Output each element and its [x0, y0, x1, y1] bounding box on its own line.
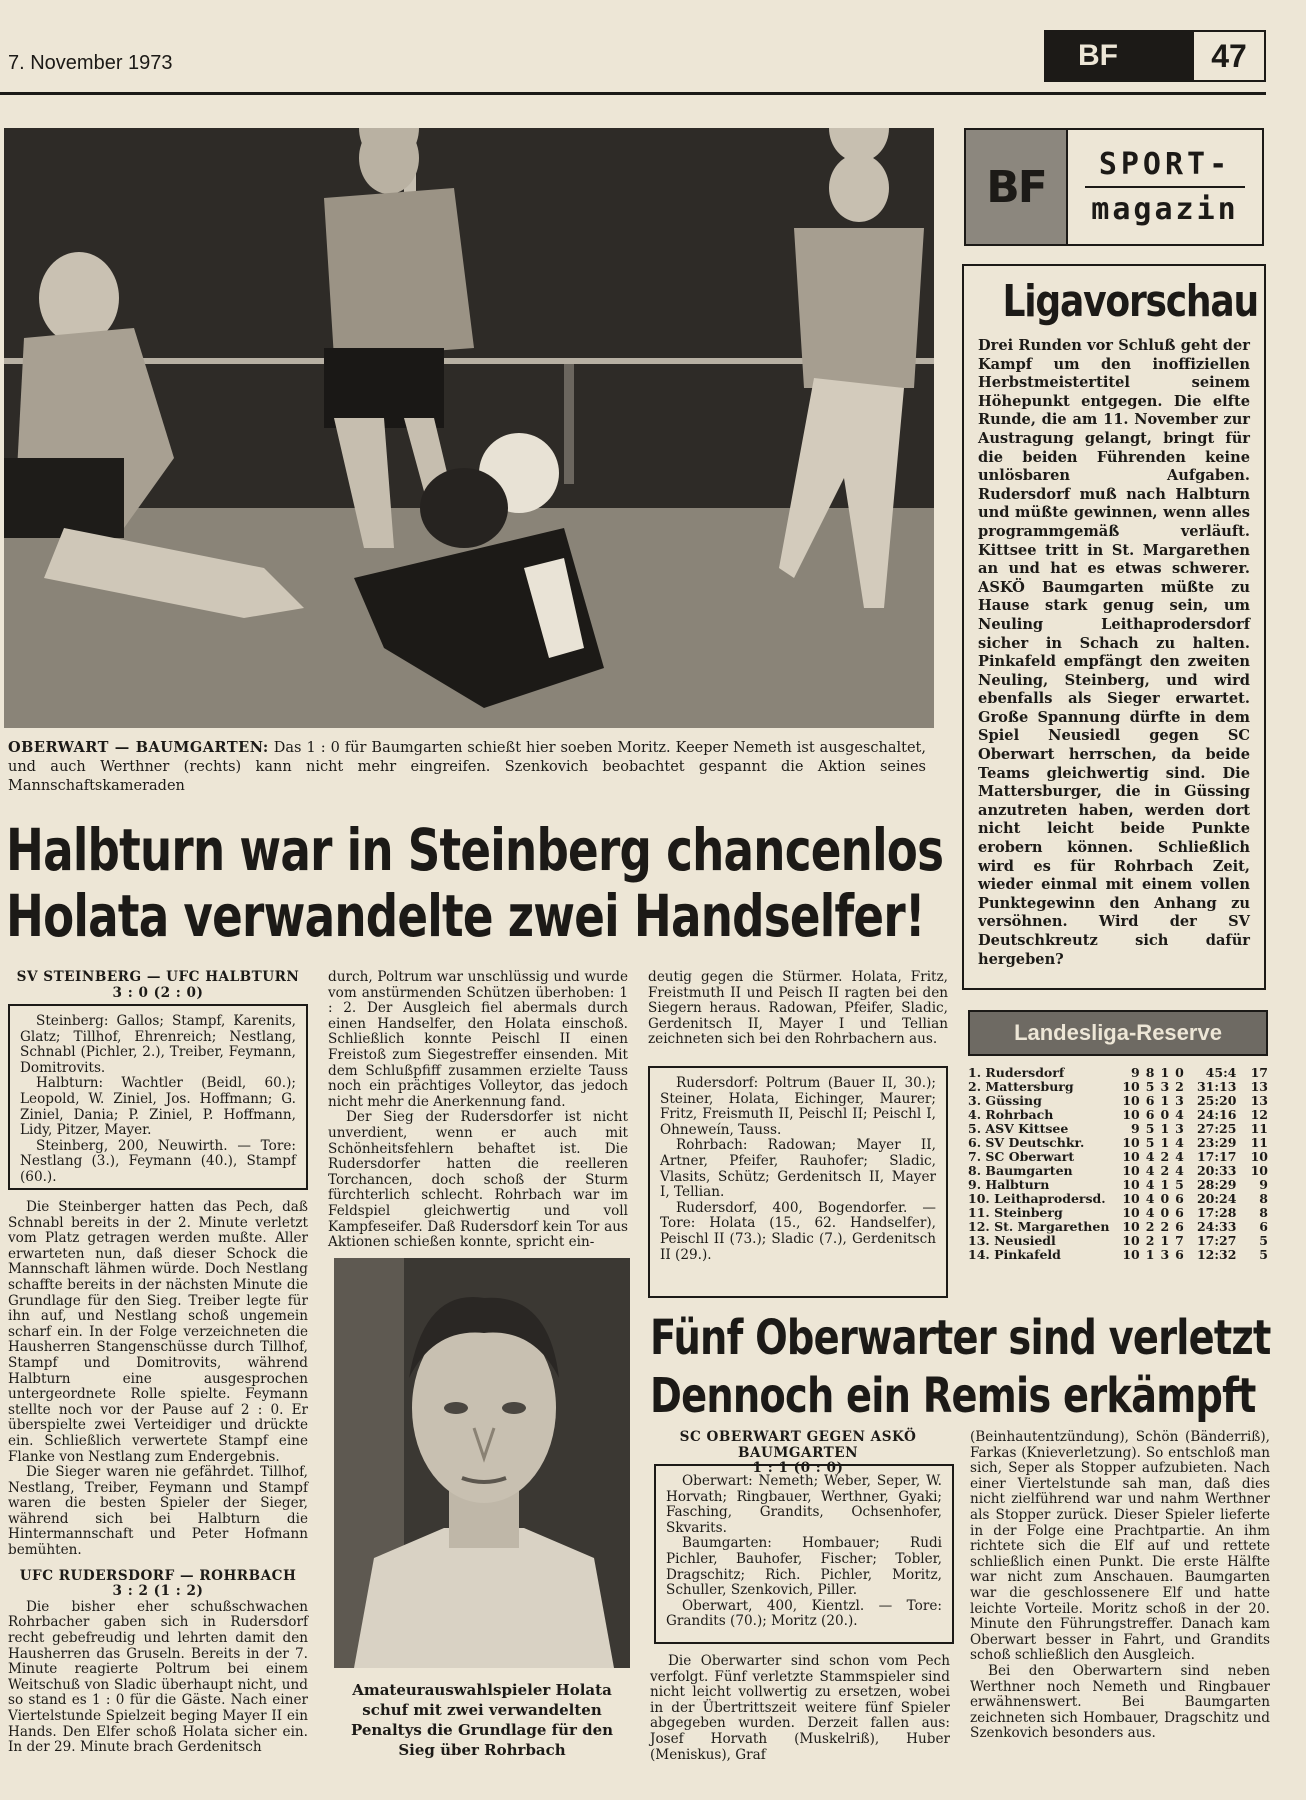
wordmark-rule — [1085, 186, 1245, 188]
stat-cell: 10 — [1122, 1233, 1140, 1248]
stat-cell: 13 — [1250, 1079, 1268, 1094]
stat-cell: 8 — [1145, 1065, 1155, 1080]
table-row — [968, 1178, 1268, 1192]
stat-cell: 20:24 — [1196, 1191, 1237, 1206]
lineup-info: Rudersdorf, 400, Bogendorfer. — Tore: Holata (15., 62. Handselfer), Peischl II (73.); Sladic (7.), Gerdenitsch II (29.). — [660, 1199, 936, 1263]
stat-cell: 2 — [1160, 1163, 1170, 1178]
stat-cell: 6 — [1175, 1219, 1184, 1234]
table-row — [968, 1150, 1268, 1164]
match1-lineup-box — [8, 1004, 308, 1190]
article-column-1 — [8, 970, 308, 1001]
match2-title: UFC RUDERSDORF — ROHRBACH — [19, 1567, 297, 1584]
stat-cell: 28:29 — [1196, 1177, 1237, 1192]
match3-title: SC OBERWART GEGEN ASKÖ BAUMGARTEN — [679, 1429, 917, 1461]
stat-cell: 1 — [1160, 1135, 1170, 1150]
team-name: 6. SV Deutschkr. — [968, 1135, 1085, 1150]
stat-cell: 10 — [1250, 1149, 1268, 1164]
article-column-1-body — [8, 1200, 308, 1756]
team-name: 9. Halbturn — [968, 1177, 1050, 1192]
stat-cell: 17:17 — [1196, 1149, 1237, 1164]
stat-cell: 6 — [1259, 1219, 1268, 1234]
team-name: 4. Rohrbach — [968, 1107, 1054, 1122]
stat-cell: 1 — [1160, 1233, 1170, 1248]
article2-paragraph: Die Oberwarter sind schon vom Pech verfolgt. Fünf verletzte Stammspieler sind nicht leicht vollwertig zu ersetzen, wobei in der Übertrittszeit weitere fünf Spieler abgegeben wurden. Derzeit fallen aus: Josef Horvath (Muskelriß), Huber (Meniskus), Graf — [650, 1653, 950, 1763]
table-row — [968, 1080, 1268, 1094]
stat-cell: 17:27 — [1196, 1233, 1237, 1248]
stat-cell: 7 — [1175, 1233, 1184, 1248]
stat-cell: 4 — [1145, 1163, 1155, 1178]
table-row — [968, 1248, 1268, 1262]
match3-lineup-box — [654, 1464, 954, 1644]
headline2-line-2: Dennoch ein Remis erkämpft — [650, 1368, 1256, 1424]
stat-cell: 2 — [1160, 1149, 1170, 1164]
article2-column-left-body — [650, 1654, 950, 1763]
issue-date: 7. November 1973 — [8, 52, 173, 74]
stat-cell: 1 — [1160, 1121, 1170, 1136]
stat-cell: 10 — [1122, 1135, 1140, 1150]
stat-cell: 0 — [1160, 1205, 1170, 1220]
table-row — [968, 1164, 1268, 1178]
brand-label: BF — [1078, 39, 1118, 72]
stat-cell: 4 — [1145, 1205, 1155, 1220]
stat-cell: 0 — [1160, 1191, 1170, 1206]
stat-cell: 3 — [1175, 1121, 1184, 1136]
stat-cell: 10 — [1122, 1079, 1140, 1094]
stat-cell: 9 — [1131, 1121, 1140, 1136]
article-column-3 — [648, 970, 948, 1048]
match2-score: 3 : 2 (1 : 2) — [112, 1583, 204, 1600]
stat-cell: 1 — [1160, 1065, 1170, 1080]
stat-cell: 1 — [1160, 1177, 1170, 1192]
team-name: 7. SC Oberwart — [968, 1149, 1075, 1164]
stat-cell: 12 — [1250, 1107, 1268, 1122]
stat-cell: 9 — [1259, 1177, 1268, 1192]
stat-cell: 6 — [1145, 1107, 1155, 1122]
table-row — [968, 1066, 1268, 1080]
caption-text: Das 1 : 0 für Baumgarten schießt hier soeben Moritz. Keeper Nemeth ist ausgeschaltet, und auch Werthner (rechts) kann nicht mehr eingreifen. Szenkovich beobachtet gespannt die Aktion seines Mannschaftskameraden — [8, 740, 926, 794]
sport-magazin-logo — [964, 128, 1264, 246]
stat-cell: 5 — [1145, 1121, 1155, 1136]
stat-cell: 4 — [1175, 1149, 1184, 1164]
stat-cell: 10 — [1122, 1107, 1140, 1122]
standings-table — [968, 1066, 1268, 1262]
stat-cell: 5 — [1145, 1079, 1155, 1094]
stat-cell: 1 — [1160, 1093, 1170, 1108]
stat-cell: 10 — [1122, 1093, 1140, 1108]
team-name: 14. Pinkafeld — [968, 1247, 1061, 1262]
ligavorschau-box — [962, 264, 1266, 990]
page-number: 47 — [1194, 32, 1264, 80]
stat-cell: 17 — [1250, 1065, 1268, 1080]
stat-cell: 17:28 — [1196, 1205, 1237, 1220]
team-name: 5. ASV Kittsee — [968, 1121, 1069, 1136]
team-name: 11. Steinberg — [968, 1205, 1063, 1220]
stat-cell: 5 — [1259, 1233, 1268, 1248]
stat-cell: 4 — [1175, 1107, 1184, 1122]
col2-paragraph: durch, Poltrum war unschlüssig und wurde vom anstürmenden Schützen überhoben: 1 : 2. Der Ausgleich fiel abermals durch einen Handselfer, den Holata einschoß. Schließlich konnte Peischl II einen Freistoß zum Siegestreffer einsenden. Mit dem Schlußpfiff zusammen erzielte Tauss noch ein prächtiges Volleytor, das jedoch nicht mehr die Anerkennung fand. — [328, 969, 628, 1110]
team-name: 2. Mattersburg — [968, 1079, 1074, 1094]
table-row — [968, 1192, 1268, 1206]
stat-cell: 31:13 — [1196, 1079, 1237, 1094]
table-row — [968, 1108, 1268, 1122]
stat-cell: 24:33 — [1196, 1219, 1237, 1234]
table-row — [968, 1094, 1268, 1108]
headline2-line-1: Fünf Oberwarter sind verletzt — [650, 1310, 1271, 1366]
col3-paragraph: deutig gegen die Stürmer. Holata, Fritz, Freistmuth II und Peisch II ragten bei den Siegern heraus. Radowan, Pfeifer, Sladic, Gerdenitsch II, Mayer I und Tellian zeichneten sich bei den Rohrbachern aus. — [648, 969, 948, 1048]
headline-line-2: Holata verwandelte zwei Handselfer! — [6, 882, 925, 950]
match-photo — [4, 128, 934, 728]
stat-cell: 10 — [1122, 1247, 1140, 1262]
portrait-caption: Amateurauswahlspieler Holata schuf mit zwei verwandelten Penaltys die Grundlage für den Sieg über Rohrbach — [350, 1681, 614, 1759]
ligavorschau-title: Ligavorschau — [1002, 276, 1258, 327]
stat-cell: 11 — [1250, 1135, 1268, 1150]
stat-cell: 23:29 — [1196, 1135, 1237, 1150]
magazin-wordmark — [1068, 130, 1262, 244]
landesliga-reserve — [968, 1010, 1268, 1262]
lineup-baumgarten: Baumgarten: Hombauer; Rudi Pichler, Bauhofer, Fischer; Tobler, Dragschitz; Rich. Pichler, Moritz, Schuller, Szenkovich, Piller. — [666, 1535, 942, 1599]
stat-cell: 9 — [1131, 1065, 1140, 1080]
stat-cell: 0 — [1160, 1107, 1170, 1122]
stat-cell: 10 — [1122, 1191, 1140, 1206]
stat-cell: 4 — [1145, 1191, 1155, 1206]
lineup-rudersdorf: Rudersdorf: Poltrum (Bauer II, 30.); Steiner, Holata, Eichinger, Maurer; Fritz, Freismuth II, Peischl II; Peischl I, Ohneweín, Tauss. — [660, 1075, 936, 1138]
stat-cell: 8 — [1259, 1205, 1268, 1220]
photo-caption — [8, 738, 926, 796]
lineup-rohrbach: Rohrbach: Radowan; Mayer II, Artner, Pfeifer, Rauhofer; Sladic, Vlasits, Schütz; Gerdenitsch II, Mayer I, Tellian. — [660, 1137, 936, 1201]
stat-cell: 2 — [1145, 1233, 1155, 1248]
table-row — [968, 1136, 1268, 1150]
stat-cell: 27:25 — [1196, 1121, 1237, 1136]
stat-cell: 2 — [1160, 1219, 1170, 1234]
stat-cell: 6 — [1145, 1093, 1155, 1108]
match2-lineup-box — [648, 1066, 948, 1298]
stat-cell: 4 — [1175, 1163, 1184, 1178]
stat-cell: 20:33 — [1196, 1163, 1237, 1178]
article2-column-right — [970, 1430, 1270, 1742]
sport-word: SPORT- — [1098, 147, 1232, 182]
caption-lead: OBERWART — BAUMGARTEN: — [8, 739, 269, 756]
lineup-info: Oberwart, 400, Kientzl. — Tore: Grandits (70.); Moritz (20.). — [666, 1597, 942, 1630]
reserve-title: Landesliga-Reserve — [968, 1010, 1268, 1056]
stat-cell: 24:16 — [1196, 1107, 1237, 1122]
stat-cell: 5 — [1145, 1135, 1155, 1150]
stat-cell: 6 — [1175, 1247, 1184, 1262]
stat-cell: 25:20 — [1196, 1093, 1237, 1108]
stat-cell: 10 — [1122, 1177, 1140, 1192]
col1-paragraph: Die bisher eher schußschwachen Rohrbacher gaben sich in Rudersdorf recht gebefreudig und lehrten damit den Hausherren das Gruseln. Bereits in der 7. Minute reagierte Poltrum bei einem Weitschuß von Sladic überhaupt nicht, und so stand es 1 : 0 für die Gäste. Nach einer Viertelstunde Spielzeit beging Mayer II ein Hands. Den Elfer schoß Holata sicher ein. In der 29. Minute brach Gerdenitsch — [8, 1598, 308, 1756]
team-name: 3. Güssing — [968, 1093, 1042, 1108]
stat-cell: 1 — [1145, 1247, 1155, 1262]
team-name: 13. Neusiedl — [968, 1233, 1056, 1248]
article2-paragraph: Bei den Oberwartern sind neben Werthner noch Nemeth und Ringbauer erwähnenswert. Bei Baumgarten zeichneten sich Hombauer, Dragschitz und Szenkovich besonders aus. — [970, 1662, 1270, 1742]
article-column-2 — [328, 970, 628, 1251]
stat-cell: 10 — [1122, 1163, 1140, 1178]
stat-cell: 0 — [1175, 1065, 1184, 1080]
match1-score: 3 : 0 (2 : 0) — [112, 984, 204, 1001]
stat-cell: 3 — [1160, 1079, 1170, 1094]
table-row — [968, 1220, 1268, 1234]
table-row — [968, 1122, 1268, 1136]
portrait-photo — [334, 1258, 630, 1668]
stat-cell: 4 — [1145, 1149, 1155, 1164]
stat-cell: 3 — [1175, 1093, 1184, 1108]
stat-cell: 10 — [1122, 1219, 1140, 1234]
stat-cell: 4 — [1175, 1135, 1184, 1150]
page-number-box — [1044, 30, 1266, 82]
team-name: 12. St. Margarethen — [968, 1219, 1110, 1234]
stat-cell: 11 — [1250, 1121, 1268, 1136]
stat-cell: 5 — [1259, 1247, 1268, 1262]
stat-cell: 6 — [1175, 1205, 1184, 1220]
bf-logo: BF — [966, 130, 1068, 244]
col1-paragraph: Die Steinberger hatten das Pech, daß Schnabl bereits in der 2. Minute verletzt vom Platz getragen werden mußte. Aller erwarteten nun, daß dieser Schock die Mannschaft lähmen würde. Doch Nestlang schaffte bereits in der nächsten Minute die Grundlage für den Sieg. Treiber legte für ihn auf, und Nestlang schoß ungemein scharf ein. In der Folge verzeichneten die Hausherren Stangenschüsse durch Tillhof, Stampf und Domitrovits, während Halbturn eine ausgesprochen untergeordnete Rolle spielte. Feymann stellte noch vor der Pause auf 2 : 0. Er überspielte zwei Verteidiger und drückte ein. Schließlich verwertete Stampf eine Flanke von Nestlang zum Endergebnis. — [8, 1199, 308, 1465]
headline-line-1: Halbturn war in Steinberg chancenlos — [6, 816, 944, 884]
ligavorschau-text: Drei Runden vor Schluß geht der Kampf um den inoffiziellen Herbstmeistertitel seinem Höhepunkt entgegen. Die elfte Runde, die am 11. November zur Austragung gelangt, bringt für die beiden Führenden keine unlösbaren Aufgaben. Rudersdorf muß nach Halbturn und müßte gewinnen, wenn alles programmgemäß verläuft. Kittsee tritt in St. Margarethen an und hat es etwas schwerer. ASKÖ Baumgarten müßte zu Hause stark genug sein, um Neuling Leithaprodersdorf sicher in Schach zu halten. Pinkafeld empfängt den zweiten Neuling, Steinberg, und wird ebenfalls als Sieger erwartet. Große Spannung dürfte in dem Spiel Neusiedl gegen SC Oberwart herrschen, da beide Teams gleichwertig sind. Die Mattersburger, die in Güssing anzutreten haben, werden dort nicht leicht beide Punkte erobern können. Schließlich wird es für Rohrbach Zeit, wieder einmal mit einem vollen Punktegewinn den Anhang zu versöhnen. Wird der SV Deutschkreutz sich dafür hergeben? — [978, 337, 1250, 968]
table-row — [968, 1234, 1268, 1248]
stat-cell: 12:32 — [1196, 1247, 1237, 1262]
stat-cell: 45:4 — [1205, 1065, 1237, 1080]
lineup-info: Steinberg, 200, Neuwirth. — Tore: Nestlang (3.), Feymann (40.), Stampf (60.). — [20, 1137, 296, 1185]
table-row — [968, 1206, 1268, 1220]
col2-paragraph: Der Sieg der Rudersdorfer ist nicht unverdient, wenn er auch mit Schönheitsfehlern behaftet ist. Die Rudersdorfer hatten die reelleren Torchancen, doch schoß der Sturm fürchterlich schlecht. Rohrbach war im Feldspiel gleichwertig und voll Kampfeseifer. Daß Rudersdorf kein Tor aus Aktionen schießen konnte, spricht ein- — [328, 1109, 628, 1251]
lineup-oberwart: Oberwart: Nemeth; Weber, Seper, W. Horvath; Ringbauer, Werthner, Gyaki; Fasching, Grandits, Ochsenhofer, Skvarits. — [666, 1473, 942, 1536]
stat-cell: 5 — [1175, 1177, 1184, 1192]
header-rule — [0, 92, 1266, 95]
stat-cell: 2 — [1175, 1079, 1184, 1094]
stat-cell: 4 — [1145, 1177, 1155, 1192]
match1-title: SV STEINBERG — UFC HALBTURN — [16, 969, 300, 985]
lineup-halbturn: Halbturn: Wachtler (Beidl, 60.); Leopold, W. Ziniel, Jos. Hoffmann; G. Ziniel, Dania; P. Ziniel, P. Hoffmann, Lidy, Pitzer, Mayer. — [20, 1075, 296, 1139]
stat-cell: 8 — [1259, 1191, 1268, 1206]
stat-cell: 3 — [1160, 1247, 1170, 1262]
team-name: 8. Baumgarten — [968, 1163, 1073, 1178]
stat-cell: 10 — [1122, 1205, 1140, 1220]
stat-cell: 2 — [1145, 1219, 1155, 1234]
team-name: 10. Leithaprodersd. — [968, 1191, 1106, 1206]
col1-paragraph: Die Sieger waren nie gefährdet. Tillhof, Nestlang, Treiber, Feymann und Stampf waren die besten Spieler der Sieger, während sich bei Halbturn die Hintermannschaft und Peter Hofmann bemühten. — [8, 1464, 308, 1559]
stat-cell: 10 — [1122, 1149, 1140, 1164]
match3-score: 1 : 1 (0 : 0) — [752, 1460, 844, 1477]
article2-paragraph: (Beinhautentzündung), Schön (Bänderriß), Farkas (Knieverletzung). So entschloß man sich, Seper als Stopper aufzubieten. Nach einer Viertelstunde sah man, daß dies nicht zielführend war und nahm Werthner als Stopper zurück. Dieser Spieler lieferte in der Folge eine Prachtpartie. An ihm richtete sich die Elf auf und rettete schließlich einen Punkt. Die erste Hälfte war nicht zum Anschauen. Baumgarten war die geschlossenere Elf und hatte leichte Vorteile. Moritz schoß in der 20. Minute den Führungstreffer. Danach kam Oberwart besser in Fahrt, und Grandits schoß schließlich den Ausgleich. — [970, 1429, 1270, 1664]
stat-cell: 13 — [1250, 1093, 1268, 1108]
stat-cell: 10 — [1250, 1163, 1268, 1178]
lineup-steinberg: Steinberg: Gallos; Stampf, Karenits, Glatz; Tillhof, Ehrenreich; Nestlang, Schnabl (Pichler, 2.), Treiber, Feymann, Domitrovits. — [20, 1013, 296, 1076]
magazin-word: magazin — [1091, 192, 1239, 227]
team-name: 1. Rudersdorf — [968, 1065, 1065, 1080]
stat-cell: 6 — [1175, 1191, 1184, 1206]
